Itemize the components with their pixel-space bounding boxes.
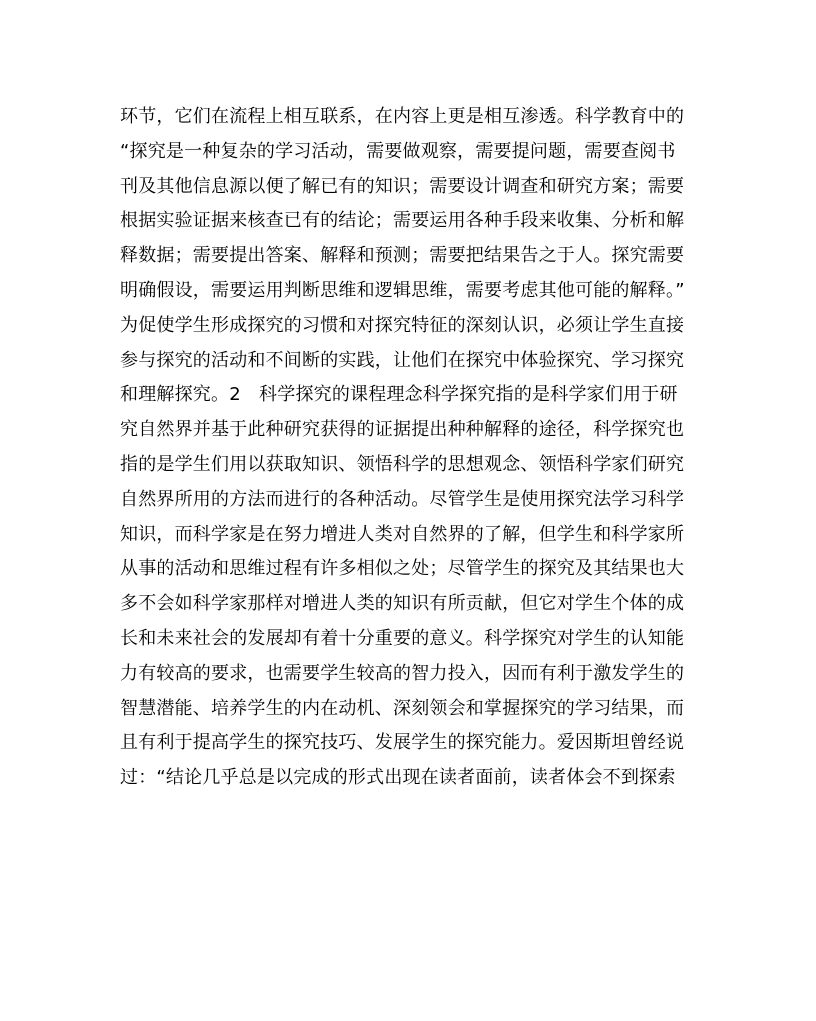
text-line: 多不会如科学家那样对增进人类的知识有所贡献，但它对学生个体的成 — [120, 593, 685, 615]
text-line: 知识，而科学家是在努力增进人类对自然界的了解，但学生和科学家所 — [120, 523, 685, 545]
text-line: 环节，它们在流程上相互联系，在内容上更是相互渗透。科学教育中的 — [120, 106, 685, 127]
body-text — [120, 100, 700, 796]
text-line: 力有较高的要求，也需要学生较高的智力投入，因而有利于激发学生的 — [120, 662, 685, 684]
text-line: 且有利于提高学生的探究技巧、发展学生的探究能力。爱因斯坦曾经说 — [120, 732, 685, 754]
text-line: 为促使学生形成探究的习惯和对探究特征的深刻认识，必须让学生直接 — [120, 314, 685, 336]
text-line: 究自然界并基于此种研究获得的证据提出种种解释的途径，科学探究也 — [120, 419, 685, 441]
text-line: 自然界所用的方法而进行的各种活动。尽管学生是使用探究法学习科学 — [120, 488, 685, 510]
text-line: 参与探究的活动和不间断的实践，让他们在探究中体验探究、学习探究 — [120, 349, 685, 371]
text-line: 释数据；需要提出答案、解释和预测；需要把结果告之于人。探究需要 — [120, 245, 685, 267]
text-line: 根据实验证据来核查已有的结论；需要运用各种手段来收集、分析和解 — [120, 210, 685, 232]
text-line: 和理解探究。2 科学探究的课程理念科学探究指的是科学家们用于研 — [120, 384, 678, 406]
text-line: 刊及其他信息源以便了解已有的知识；需要设计调查和研究方案；需要 — [120, 175, 685, 197]
text-line: 智慧潜能、培养学生的内在动机、深刻领会和掌握探究的学习结果，而 — [120, 697, 685, 719]
text-line: “探究是一种复杂的学习活动，需要做观察，需要提问题，需要查阅书 — [120, 140, 676, 162]
text-line: 指的是学生们用以获取知识、领悟科学的思想观念、领悟科学家们研究 — [120, 453, 685, 475]
text-line: 明确假设，需要运用判断思维和逻辑思维，需要考虑其他可能的解释。” — [120, 279, 685, 301]
text-line: 过：“结论几乎总是以完成的形式出现在读者面前，读者体会不到探索 — [120, 767, 676, 789]
text-line: 从事的活动和思维过程有许多相似之处；尽管学生的探究及其结果也大 — [120, 558, 685, 580]
text-line: 长和未来社会的发展却有着十分重要的意义。科学探究对学生的认知能 — [120, 627, 685, 649]
